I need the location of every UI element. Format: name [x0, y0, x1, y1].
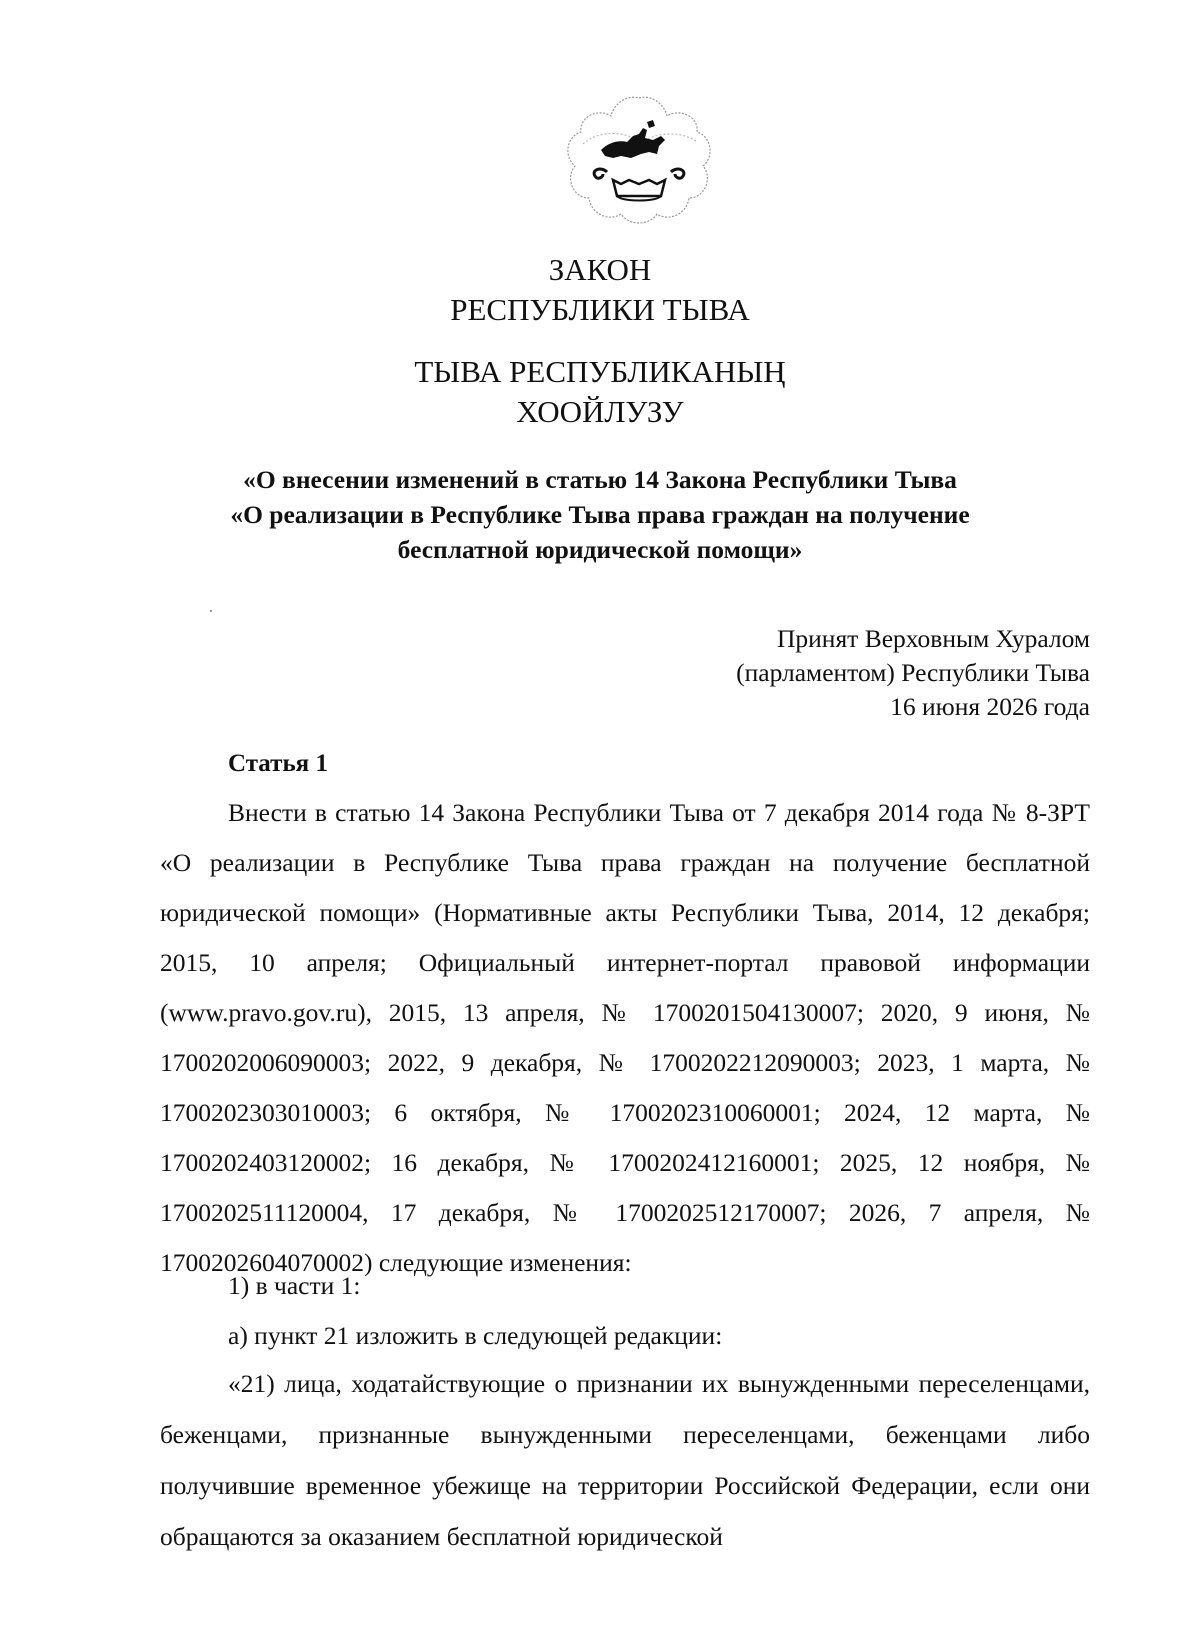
amendment-item-1: 1) в части 1:: [228, 1271, 361, 1300]
title-line: «О реализации в Республике Тыва права граждан на получение: [230, 500, 970, 529]
adoption-line: Принят Верховным Хуралом: [777, 624, 1090, 653]
heading-line: РЕСПУБЛИКИ ТЫВА: [450, 292, 750, 327]
adoption-line: 16 июня 2026 года: [890, 692, 1090, 721]
title-line: бесплатной юридической помощи»: [397, 535, 803, 564]
heading-line: ХООЙЛУЗУ: [516, 394, 684, 429]
law-heading-ru: [0, 250, 1200, 330]
amendment-subitem-a: а) пункт 21 изложить в следующей редакции:: [228, 1321, 723, 1350]
tuva-coat-of-arms-icon: [561, 92, 717, 226]
law-title: [140, 462, 1060, 567]
title-line: «О внесении изменений в статью 14 Закона Республики Тыва: [243, 465, 957, 494]
amended-paragraph-21: «21) лица, ходатайствующие о признании их вынужденными переселенцами, беженцами, признанные вынужденными переселенцами, беженцами либо получившие временное убежище на территории Российской Федерации, если они обращаются за оказанием бесплатной юридической: [160, 1369, 1090, 1551]
adoption-line: (парламентом) Республики Тыва: [736, 658, 1090, 687]
heading-line: ТЫВА РЕСПУБЛИКАНЫҢ: [414, 354, 786, 389]
article-title: Статья 1: [228, 750, 328, 777]
law-heading-tyvan: [0, 352, 1200, 432]
heading-line: ЗАКОН: [548, 252, 652, 287]
article-body: Внести в статью 14 Закона Республики Тыва от 7 декабря 2014 года № 8-ЗРТ «О реализации в Республике Тыва права граждан на получение бесплатной юридической помощи» (Нормативные акты Республики Тыва, 2014, 12 декабря; 2015, 10 апреля; Официальный интернет-портал правовой информации (www.pravo.gov.ru), 2015, 13 апреля, № 1700201504130007; 2020, 9 июня, № 1700202006090003; 2022, 9 декабря, № 1700202212090003; 2023, 1 марта, № 1700202303010003; 6 октября, № 1700202310060001; 2024, 12 марта, № 1700202403120002; 16 декабря, № 1700202412160001; 2025, 12 ноября, № 1700202511120004, 17 декабря, № 1700202512170007; 2026, 7 апреля, № 1700202604070002) следующие изменения:: [160, 798, 1090, 1277]
scan-speck: [210, 610, 212, 612]
adoption-note: [490, 622, 1090, 724]
